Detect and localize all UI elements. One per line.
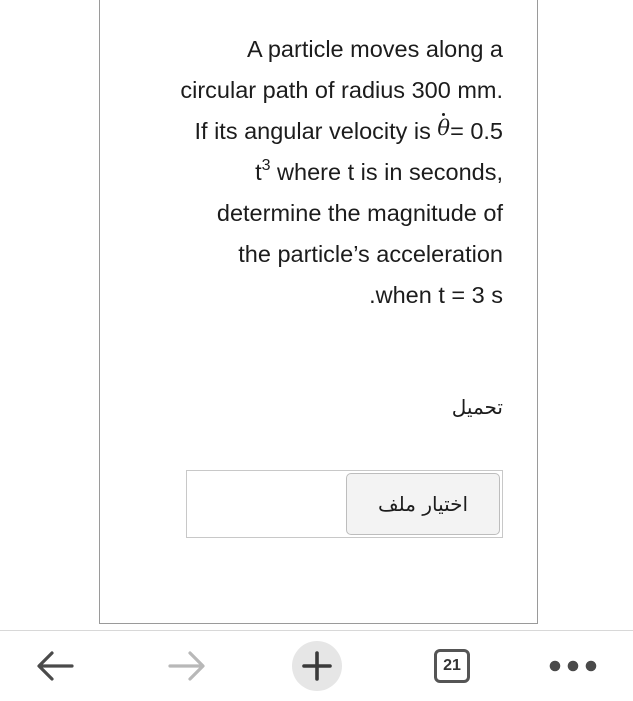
forward-button[interactable] (162, 631, 212, 701)
question-line-7: .when t = 3 s (369, 281, 503, 308)
browser-toolbar (0, 630, 633, 701)
question-line-3-value: = 0.5 (450, 117, 503, 144)
file-input-field[interactable] (186, 470, 503, 538)
question-line-6: the particle’s acceleration (238, 240, 503, 267)
new-tab-button[interactable] (291, 631, 343, 701)
new-tab-circle (292, 641, 342, 691)
question-line-3 (123, 111, 503, 153)
question-line-4 (123, 152, 503, 193)
theta-symbol: θ (437, 115, 451, 140)
theta-dot-symbol (437, 111, 450, 153)
plus-icon (301, 650, 333, 682)
upload-label: تحميل (451, 397, 503, 419)
arrow-right-icon (166, 648, 208, 684)
back-button[interactable] (30, 631, 80, 701)
choose-file-button[interactable]: اختيار ملف (346, 473, 500, 535)
tabs-button[interactable] (432, 631, 472, 701)
menu-button[interactable] (545, 631, 601, 701)
tab-count-badge: 21 (434, 649, 470, 683)
question-line-1: A particle moves along a (246, 36, 503, 62)
question-t-variable: t (255, 159, 262, 186)
question-line-5: determine the magnitude of (216, 200, 503, 227)
question-line-3-text: If its angular velocity is (194, 117, 431, 144)
question-text (123, 29, 503, 316)
question-line-2: circular path of radius 300 mm. (180, 76, 503, 103)
question-card (99, 0, 538, 624)
more-dots-icon (547, 659, 599, 673)
arrow-left-icon (34, 648, 76, 684)
question-exponent: 3 (261, 156, 271, 174)
question-line-4-text: where t is in seconds, (270, 159, 503, 186)
